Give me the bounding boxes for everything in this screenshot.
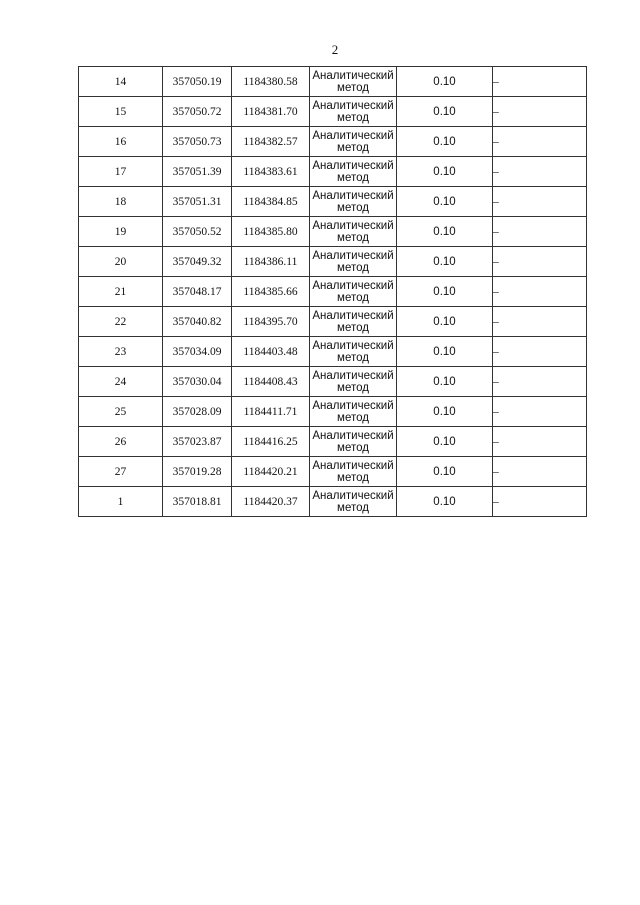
method-cell xyxy=(310,337,397,367)
table-row xyxy=(79,427,587,457)
table-row xyxy=(79,487,587,517)
description-cell: – xyxy=(493,277,587,307)
method-text-line-1: Аналитический xyxy=(312,159,394,172)
x-coordinate-cell: 357050.52 xyxy=(163,217,232,247)
y-coordinate-cell: 1184420.37 xyxy=(232,487,310,517)
method-cell xyxy=(310,487,397,517)
x-coordinate-cell: 357019.28 xyxy=(163,457,232,487)
table-row xyxy=(79,187,587,217)
accuracy-cell: 0.10 xyxy=(397,157,493,187)
point-number-cell: 14 xyxy=(79,67,163,97)
table-row xyxy=(79,217,587,247)
coordinates-table xyxy=(78,66,587,517)
table-row xyxy=(79,247,587,277)
accuracy-cell: 0.10 xyxy=(397,97,493,127)
method-text-line-2: метод xyxy=(337,441,369,454)
description-cell: – xyxy=(493,457,587,487)
description-cell: – xyxy=(493,67,587,97)
method-cell xyxy=(310,427,397,457)
point-number-cell: 24 xyxy=(79,367,163,397)
description-cell: – xyxy=(493,307,587,337)
method-text-line-2: метод xyxy=(337,231,369,244)
method-text-line-1: Аналитический xyxy=(312,489,394,502)
point-number-cell: 23 xyxy=(79,337,163,367)
y-coordinate-cell: 1184403.48 xyxy=(232,337,310,367)
method-text-line-1: Аналитический xyxy=(312,399,394,412)
method-cell xyxy=(310,67,397,97)
x-coordinate-cell: 357051.39 xyxy=(163,157,232,187)
y-coordinate-cell: 1184381.70 xyxy=(232,97,310,127)
description-cell: – xyxy=(493,157,587,187)
point-number-cell: 1 xyxy=(79,487,163,517)
point-number-cell: 18 xyxy=(79,187,163,217)
accuracy-cell: 0.10 xyxy=(397,217,493,247)
table-row xyxy=(79,67,587,97)
y-coordinate-cell: 1184385.80 xyxy=(232,217,310,247)
method-cell xyxy=(310,457,397,487)
method-text-line-1: Аналитический xyxy=(312,99,394,112)
description-cell: – xyxy=(493,97,587,127)
page-number: 2 xyxy=(331,42,339,57)
method-text-line-1: Аналитический xyxy=(312,249,394,262)
method-cell xyxy=(310,97,397,127)
method-text-line-2: метод xyxy=(337,381,369,394)
method-text-line-2: метод xyxy=(337,501,369,514)
table-row xyxy=(79,397,587,427)
accuracy-cell: 0.10 xyxy=(397,247,493,277)
accuracy-cell: 0.10 xyxy=(397,427,493,457)
point-number-cell: 21 xyxy=(79,277,163,307)
description-cell: – xyxy=(493,247,587,277)
table-row xyxy=(79,157,587,187)
y-coordinate-cell: 1184411.71 xyxy=(232,397,310,427)
method-text-line-1: Аналитический xyxy=(312,279,394,292)
y-coordinate-cell: 1184382.57 xyxy=(232,127,310,157)
table-row xyxy=(79,277,587,307)
method-cell xyxy=(310,127,397,157)
point-number-cell: 22 xyxy=(79,307,163,337)
accuracy-cell: 0.10 xyxy=(397,307,493,337)
method-text-line-2: метод xyxy=(337,351,369,364)
table-row xyxy=(79,97,587,127)
y-coordinate-cell: 1184416.25 xyxy=(232,427,310,457)
method-text-line-1: Аналитический xyxy=(312,369,394,382)
x-coordinate-cell: 357034.09 xyxy=(163,337,232,367)
accuracy-cell: 0.10 xyxy=(397,127,493,157)
x-coordinate-cell: 357048.17 xyxy=(163,277,232,307)
y-coordinate-cell: 1184380.58 xyxy=(232,67,310,97)
method-text-line-2: метод xyxy=(337,171,369,184)
description-cell: – xyxy=(493,397,587,427)
coordinates-table-body xyxy=(79,67,587,517)
x-coordinate-cell: 357028.09 xyxy=(163,397,232,427)
accuracy-cell: 0.10 xyxy=(397,397,493,427)
x-coordinate-cell: 357040.82 xyxy=(163,307,232,337)
y-coordinate-cell: 1184395.70 xyxy=(232,307,310,337)
table-row xyxy=(79,337,587,367)
point-number-cell: 26 xyxy=(79,427,163,457)
y-coordinate-cell: 1184383.61 xyxy=(232,157,310,187)
x-coordinate-cell: 357050.19 xyxy=(163,67,232,97)
table-row xyxy=(79,457,587,487)
method-text-line-1: Аналитический xyxy=(312,69,394,82)
table-row xyxy=(79,367,587,397)
method-text-line-2: метод xyxy=(337,201,369,214)
accuracy-cell: 0.10 xyxy=(397,277,493,307)
method-cell xyxy=(310,217,397,247)
accuracy-cell: 0.10 xyxy=(397,457,493,487)
method-text-line-1: Аналитический xyxy=(312,219,394,232)
y-coordinate-cell: 1184408.43 xyxy=(232,367,310,397)
x-coordinate-cell: 357049.32 xyxy=(163,247,232,277)
x-coordinate-cell: 357030.04 xyxy=(163,367,232,397)
x-coordinate-cell: 357018.81 xyxy=(163,487,232,517)
method-cell xyxy=(310,187,397,217)
y-coordinate-cell: 1184386.11 xyxy=(232,247,310,277)
description-cell: – xyxy=(493,427,587,457)
x-coordinate-cell: 357051.31 xyxy=(163,187,232,217)
y-coordinate-cell: 1184420.21 xyxy=(232,457,310,487)
point-number-cell: 20 xyxy=(79,247,163,277)
method-text-line-1: Аналитический xyxy=(312,189,394,202)
method-text-line-2: метод xyxy=(337,111,369,124)
description-cell: – xyxy=(493,337,587,367)
method-text-line-1: Аналитический xyxy=(312,129,394,142)
description-cell: – xyxy=(493,127,587,157)
method-text-line-2: метод xyxy=(337,141,369,154)
method-cell xyxy=(310,157,397,187)
method-cell xyxy=(310,307,397,337)
accuracy-cell: 0.10 xyxy=(397,487,493,517)
method-text-line-1: Аналитический xyxy=(312,459,394,472)
x-coordinate-cell: 357050.72 xyxy=(163,97,232,127)
description-cell: – xyxy=(493,367,587,397)
x-coordinate-cell: 357050.73 xyxy=(163,127,232,157)
y-coordinate-cell: 1184384.85 xyxy=(232,187,310,217)
method-text-line-2: метод xyxy=(337,411,369,424)
method-text-line-1: Аналитический xyxy=(312,309,394,322)
point-number-cell: 15 xyxy=(79,97,163,127)
description-cell: – xyxy=(493,187,587,217)
point-number-cell: 27 xyxy=(79,457,163,487)
accuracy-cell: 0.10 xyxy=(397,367,493,397)
table-row xyxy=(79,127,587,157)
description-cell: – xyxy=(493,487,587,517)
accuracy-cell: 0.10 xyxy=(397,187,493,217)
method-text-line-2: метод xyxy=(337,321,369,334)
x-coordinate-cell: 357023.87 xyxy=(163,427,232,457)
method-cell xyxy=(310,397,397,427)
method-cell xyxy=(310,367,397,397)
method-text-line-1: Аналитический xyxy=(312,429,394,442)
point-number-cell: 17 xyxy=(79,157,163,187)
table-row xyxy=(79,307,587,337)
point-number-cell: 25 xyxy=(79,397,163,427)
method-text-line-2: метод xyxy=(337,81,369,94)
point-number-cell: 16 xyxy=(79,127,163,157)
accuracy-cell: 0.10 xyxy=(397,337,493,367)
method-text-line-2: метод xyxy=(337,291,369,304)
accuracy-cell: 0.10 xyxy=(397,67,493,97)
point-number-cell: 19 xyxy=(79,217,163,247)
y-coordinate-cell: 1184385.66 xyxy=(232,277,310,307)
method-text-line-2: метод xyxy=(337,471,369,484)
method-text-line-1: Аналитический xyxy=(312,339,394,352)
method-cell xyxy=(310,247,397,277)
description-cell: – xyxy=(493,217,587,247)
method-cell xyxy=(310,277,397,307)
method-text-line-2: метод xyxy=(337,261,369,274)
